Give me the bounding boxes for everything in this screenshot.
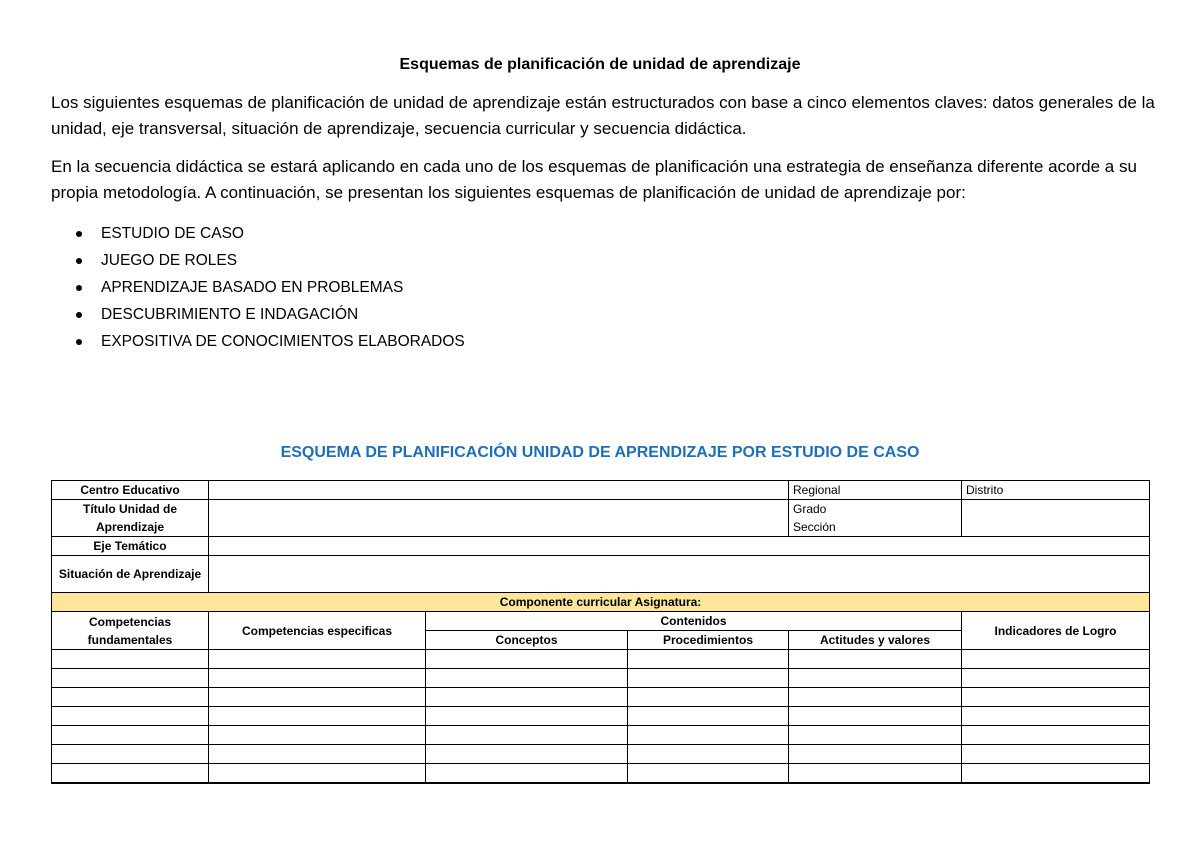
table-cell[interactable]: [426, 707, 628, 726]
table-cell[interactable]: [209, 707, 426, 726]
table-cell[interactable]: [52, 745, 209, 764]
competencias-fundamentales-header: Competencias fundamentales: [52, 612, 209, 650]
table-row: [52, 669, 1150, 688]
table-cell[interactable]: [962, 745, 1150, 764]
table-row: [52, 612, 1150, 631]
table-row: [52, 726, 1150, 745]
table-cell[interactable]: [628, 764, 789, 784]
bullet-icon: [76, 339, 82, 345]
table-cell[interactable]: [209, 669, 426, 688]
table-cell[interactable]: [426, 745, 628, 764]
table-cell[interactable]: [962, 726, 1150, 745]
titulo-unidad-label: Título Unidad de Aprendizaje: [52, 500, 209, 537]
strategy-list: [76, 220, 465, 355]
table-cell[interactable]: [426, 764, 628, 784]
grado-seccion-cell: [789, 500, 962, 537]
table-row: [52, 764, 1150, 784]
table-row: [52, 745, 1150, 764]
table-cell[interactable]: [52, 707, 209, 726]
table-cell[interactable]: [789, 764, 962, 784]
table-row: [52, 537, 1150, 556]
list-item: [76, 301, 465, 328]
table-cell[interactable]: [52, 726, 209, 745]
method-paragraph: En la secuencia didáctica se estará aplicando en cada uno de los esquemas de planificación una estrategia de enseñanza diferente acorde a su propia metodología. A continuación, se presentan los siguientes esquemas de planificación de unidad de aprendizaje por:: [51, 157, 1137, 202]
table-cell[interactable]: [209, 764, 426, 784]
regional-label: Regional: [789, 481, 962, 500]
table-cell[interactable]: [789, 650, 962, 669]
bullet-icon: [76, 231, 82, 237]
grado-label: Grado: [793, 502, 827, 516]
table-cell[interactable]: [962, 688, 1150, 707]
table-cell[interactable]: [628, 745, 789, 764]
table-cell[interactable]: [962, 764, 1150, 784]
table-cell[interactable]: [426, 669, 628, 688]
table-cell[interactable]: [789, 745, 962, 764]
table-cell[interactable]: [52, 688, 209, 707]
table-cell[interactable]: [789, 669, 962, 688]
list-item: [76, 274, 465, 301]
bullet-icon: [76, 258, 82, 264]
table-cell[interactable]: [209, 650, 426, 669]
table-cell[interactable]: [209, 726, 426, 745]
situacion-label: Situación de Aprendizaje: [52, 556, 209, 593]
table-row: [52, 688, 1150, 707]
indicadores-logro-header: Indicadores de Logro: [962, 612, 1150, 650]
table-cell[interactable]: [52, 650, 209, 669]
table-cell[interactable]: [962, 707, 1150, 726]
table-cell[interactable]: [962, 669, 1150, 688]
competencias-especificas-header: Competencias especificas: [209, 612, 426, 650]
list-item-label: EXPOSITIVA DE CONOCIMIENTOS ELABORADOS: [101, 333, 465, 350]
eje-tematico-field[interactable]: [209, 537, 1150, 556]
list-item: [76, 220, 465, 247]
table-cell[interactable]: [789, 726, 962, 745]
distrito-label: Distrito: [962, 481, 1150, 500]
componente-curricular-row: Componente curricular Asignatura:: [52, 593, 1150, 612]
table-cell[interactable]: [628, 669, 789, 688]
document-title: Esquemas de planificación de unidad de aprendizaje: [399, 56, 801, 73]
table-cell[interactable]: [426, 650, 628, 669]
centro-educativo-label: Centro Educativo: [52, 481, 209, 500]
list-item-label: APRENDIZAJE BASADO EN PROBLEMAS: [101, 279, 404, 296]
centro-educativo-field[interactable]: [209, 481, 789, 500]
table-row: [52, 500, 1150, 537]
grado-seccion-field[interactable]: [962, 500, 1150, 537]
table-cell[interactable]: [962, 650, 1150, 669]
list-item-label: JUEGO DE ROLES: [101, 252, 238, 269]
actitudes-valores-header: Actitudes y valores: [789, 631, 962, 650]
list-item-label: DESCUBRIMIENTO E INDAGACIÓN: [101, 306, 359, 323]
table-row: [52, 556, 1150, 593]
situacion-field[interactable]: [209, 556, 1150, 593]
procedimientos-header: Procedimientos: [628, 631, 789, 650]
table-cell[interactable]: [789, 707, 962, 726]
list-item-label: ESTUDIO DE CASO: [101, 225, 244, 242]
table-cell[interactable]: [628, 707, 789, 726]
bullet-icon: [76, 312, 82, 318]
section-title: ESQUEMA DE PLANIFICACIÓN UNIDAD DE APRENDIZAJE POR ESTUDIO DE CASO: [280, 444, 920, 461]
conceptos-header: Conceptos: [426, 631, 628, 650]
eje-tematico-label: Eje Temático: [52, 537, 209, 556]
list-item: [76, 328, 465, 355]
seccion-label: Sección: [793, 520, 836, 534]
intro-paragraph: Los siguientes esquemas de planificación de unidad de aprendizaje están estructurados con base a cinco elementos claves: datos generales de la unidad, eje transversal, situación de aprendizaje, secuencia curricular y secuencia didáctica.: [51, 93, 1155, 138]
table-cell[interactable]: [52, 669, 209, 688]
table-row: [52, 707, 1150, 726]
planning-table: [51, 480, 1150, 784]
table-row: [52, 481, 1150, 500]
table-cell[interactable]: [426, 688, 628, 707]
table-row: [52, 593, 1150, 612]
table-cell[interactable]: [209, 745, 426, 764]
table-cell[interactable]: [209, 688, 426, 707]
contenidos-header: Contenidos: [426, 612, 962, 631]
table-cell[interactable]: [628, 688, 789, 707]
bullet-icon: [76, 285, 82, 291]
table-cell[interactable]: [628, 650, 789, 669]
table-cell[interactable]: [628, 726, 789, 745]
titulo-unidad-field[interactable]: [209, 500, 789, 537]
table-row: [52, 650, 1150, 669]
list-item: [76, 247, 465, 274]
table-cell[interactable]: [426, 726, 628, 745]
table-cell[interactable]: [789, 688, 962, 707]
table-cell[interactable]: [52, 764, 209, 784]
